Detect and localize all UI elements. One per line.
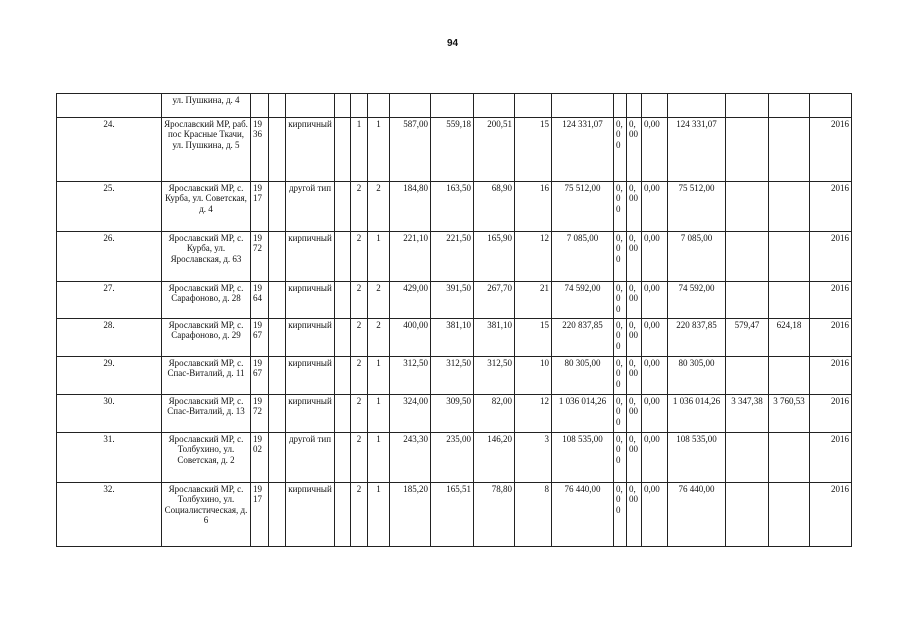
cell-year-built: 1917 <box>251 483 269 547</box>
cell-zero-2: 0,00 <box>627 357 642 395</box>
cell-zero-3: 0,00 <box>642 395 668 433</box>
cell-entrances: 1 <box>368 433 390 483</box>
cell-residents: 15 <box>515 118 552 182</box>
cell-empty <box>335 232 351 282</box>
cell-wall-material: кирпичный <box>286 319 335 357</box>
cell-area-other <box>474 94 515 118</box>
cell-zero-3: 0,00 <box>642 433 668 483</box>
cell-area-total: 243,30 <box>390 433 431 483</box>
cell-zero-1: 0,00 <box>614 319 627 357</box>
cell-zero-2: 0,00 <box>627 118 642 182</box>
cell-extra-1 <box>726 483 769 547</box>
cell-floors: 2 <box>351 182 368 232</box>
cell-area-total: 184,80 <box>390 182 431 232</box>
cell-year-built: 1967 <box>251 319 269 357</box>
table-row <box>57 94 852 118</box>
cell-empty <box>269 94 286 118</box>
cell-plan-year: 2016 <box>810 319 852 357</box>
cell-area-living: 309,50 <box>431 395 474 433</box>
cell-residents <box>515 94 552 118</box>
cell-total: 124 331,07 <box>668 118 726 182</box>
cell-year-built: 1964 <box>251 282 269 319</box>
cell-empty <box>269 232 286 282</box>
cell-address: Ярославский МР, с. Толбухино, ул. Советская, д. 2 <box>162 433 251 483</box>
cell-zero-2 <box>627 94 642 118</box>
cell-area-other: 146,20 <box>474 433 515 483</box>
cell-number <box>57 94 162 118</box>
cell-extra-2: 624,18 <box>769 319 810 357</box>
table-row <box>57 433 852 483</box>
cell-year-built <box>251 94 269 118</box>
cell-area-other: 78,80 <box>474 483 515 547</box>
cell-area-total: 324,00 <box>390 395 431 433</box>
cell-wall-material: кирпичный <box>286 357 335 395</box>
cell-empty <box>269 357 286 395</box>
cell-empty <box>269 483 286 547</box>
cell-cost <box>552 94 614 118</box>
cell-extra-1 <box>726 94 769 118</box>
cell-total: 75 512,00 <box>668 182 726 232</box>
cell-zero-3: 0,00 <box>642 282 668 319</box>
cell-address: Ярославский МР, с. Сарафоново, д. 28 <box>162 282 251 319</box>
cell-cost: 220 837,85 <box>552 319 614 357</box>
page-number: 94 <box>446 38 459 49</box>
cell-area-living: 391,50 <box>431 282 474 319</box>
table-row <box>57 483 852 547</box>
cell-plan-year: 2016 <box>810 483 852 547</box>
cell-zero-2: 0,00 <box>627 182 642 232</box>
cell-zero-3: 0,00 <box>642 182 668 232</box>
cell-area-living: 163,50 <box>431 182 474 232</box>
cell-residents: 8 <box>515 483 552 547</box>
cell-cost: 7 085,00 <box>552 232 614 282</box>
cell-plan-year: 2016 <box>810 395 852 433</box>
cell-cost: 80 305,00 <box>552 357 614 395</box>
cell-address: Ярославский МР, с. Спас-Виталий, д. 13 <box>162 395 251 433</box>
cell-extra-2 <box>769 357 810 395</box>
cell-cost: 124 331,07 <box>552 118 614 182</box>
cell-cost: 75 512,00 <box>552 182 614 232</box>
cell-entrances: 1 <box>368 118 390 182</box>
cell-residents: 21 <box>515 282 552 319</box>
cell-empty <box>335 319 351 357</box>
cell-total: 108 535,00 <box>668 433 726 483</box>
cell-plan-year: 2016 <box>810 282 852 319</box>
cell-zero-2: 0,00 <box>627 282 642 319</box>
cell-area-total: 587,00 <box>390 118 431 182</box>
cell-entrances: 1 <box>368 395 390 433</box>
cell-extra-1 <box>726 118 769 182</box>
cell-zero-1: 0,00 <box>614 395 627 433</box>
cell-extra-2 <box>769 232 810 282</box>
cell-total: 76 440,00 <box>668 483 726 547</box>
cell-wall-material <box>286 94 335 118</box>
cell-address: ул. Пушкина, д. 4 <box>162 94 251 118</box>
cell-area-other: 312,50 <box>474 357 515 395</box>
cell-zero-2: 0,00 <box>627 395 642 433</box>
cell-total: 220 837,85 <box>668 319 726 357</box>
cell-year-built: 1972 <box>251 232 269 282</box>
cell-empty <box>335 395 351 433</box>
cell-entrances: 2 <box>368 319 390 357</box>
cell-wall-material: кирпичный <box>286 232 335 282</box>
cell-wall-material: кирпичный <box>286 395 335 433</box>
cell-plan-year: 2016 <box>810 118 852 182</box>
cell-floors: 2 <box>351 319 368 357</box>
cell-empty <box>335 94 351 118</box>
cell-wall-material: другой тип <box>286 182 335 232</box>
cell-total: 74 592,00 <box>668 282 726 319</box>
cell-extra-1: 579,47 <box>726 319 769 357</box>
cell-zero-3: 0,00 <box>642 319 668 357</box>
cell-zero-1: 0,00 <box>614 182 627 232</box>
cell-entrances: 1 <box>368 357 390 395</box>
cell-zero-2: 0,00 <box>627 319 642 357</box>
cell-residents: 12 <box>515 395 552 433</box>
cell-area-total <box>390 94 431 118</box>
cell-zero-3: 0,00 <box>642 483 668 547</box>
cell-floors: 2 <box>351 232 368 282</box>
cell-floors: 2 <box>351 395 368 433</box>
cell-cost: 108 535,00 <box>552 433 614 483</box>
cell-zero-2: 0,00 <box>627 232 642 282</box>
cell-floors: 2 <box>351 483 368 547</box>
cell-extra-2 <box>769 94 810 118</box>
cell-zero-2: 0,00 <box>627 433 642 483</box>
cell-empty <box>269 282 286 319</box>
cell-empty <box>335 282 351 319</box>
cell-area-living: 235,00 <box>431 433 474 483</box>
cell-area-living: 559,18 <box>431 118 474 182</box>
table-row <box>57 232 852 282</box>
cell-address: Ярославский МР, с. Курба, ул. Советская, д. 4 <box>162 182 251 232</box>
cell-area-total: 429,00 <box>390 282 431 319</box>
cell-area-living <box>431 94 474 118</box>
cell-number: 27. <box>57 282 162 319</box>
cell-address: Ярославский МР, с. Сарафоново, д. 29 <box>162 319 251 357</box>
cell-extra-2 <box>769 182 810 232</box>
cell-extra-1 <box>726 182 769 232</box>
cell-plan-year: 2016 <box>810 433 852 483</box>
cell-number: 29. <box>57 357 162 395</box>
cell-area-total: 400,00 <box>390 319 431 357</box>
cell-number: 31. <box>57 433 162 483</box>
cell-empty <box>269 319 286 357</box>
cell-empty <box>269 433 286 483</box>
cell-zero-1: 0,00 <box>614 357 627 395</box>
cell-plan-year: 2016 <box>810 357 852 395</box>
cell-area-other: 267,70 <box>474 282 515 319</box>
cell-entrances: 2 <box>368 282 390 319</box>
cell-floors: 2 <box>351 357 368 395</box>
table-row <box>57 182 852 232</box>
cell-year-built: 1917 <box>251 182 269 232</box>
cell-plan-year: 2016 <box>810 232 852 282</box>
cell-number: 26. <box>57 232 162 282</box>
cell-empty <box>269 182 286 232</box>
cell-year-built: 1936 <box>251 118 269 182</box>
cell-address: Ярославский МР, с. Курба, ул. Ярославская, д. 63 <box>162 232 251 282</box>
cell-area-other: 82,00 <box>474 395 515 433</box>
cell-floors <box>351 94 368 118</box>
cell-empty <box>335 483 351 547</box>
cell-empty <box>269 118 286 182</box>
cell-total: 7 085,00 <box>668 232 726 282</box>
cell-zero-3 <box>642 94 668 118</box>
cell-plan-year <box>810 94 852 118</box>
cell-residents: 15 <box>515 319 552 357</box>
table-row <box>57 282 852 319</box>
cell-zero-1: 0,00 <box>614 282 627 319</box>
cell-entrances: 2 <box>368 182 390 232</box>
cell-extra-1 <box>726 357 769 395</box>
cell-floors: 2 <box>351 433 368 483</box>
cell-area-total: 312,50 <box>390 357 431 395</box>
cell-total: 1 036 014,26 <box>668 395 726 433</box>
cell-extra-2 <box>769 282 810 319</box>
cell-zero-3: 0,00 <box>642 118 668 182</box>
cell-zero-1: 0,00 <box>614 433 627 483</box>
cell-empty <box>335 357 351 395</box>
table-body <box>57 94 852 547</box>
cell-number: 30. <box>57 395 162 433</box>
cell-entrances <box>368 94 390 118</box>
cell-area-total: 221,10 <box>390 232 431 282</box>
cell-floors: 1 <box>351 118 368 182</box>
cell-address: Ярославский МР, с. Толбухино, ул. Социалистическая, д. 6 <box>162 483 251 547</box>
cell-cost: 1 036 014,26 <box>552 395 614 433</box>
cell-area-living: 381,10 <box>431 319 474 357</box>
cell-extra-1: 3 347,38 <box>726 395 769 433</box>
cell-entrances: 1 <box>368 483 390 547</box>
cell-wall-material: кирпичный <box>286 483 335 547</box>
cell-zero-1: 0,00 <box>614 118 627 182</box>
cell-number: 24. <box>57 118 162 182</box>
cell-extra-2: 3 760,53 <box>769 395 810 433</box>
cell-zero-1: 0,00 <box>614 232 627 282</box>
cell-wall-material: кирпичный <box>286 118 335 182</box>
cell-zero-3: 0,00 <box>642 232 668 282</box>
cell-year-built: 1967 <box>251 357 269 395</box>
cell-zero-1: 0,00 <box>614 483 627 547</box>
cell-number: 25. <box>57 182 162 232</box>
cell-plan-year: 2016 <box>810 182 852 232</box>
cell-empty <box>269 395 286 433</box>
cell-residents: 16 <box>515 182 552 232</box>
cell-total <box>668 94 726 118</box>
cell-extra-1 <box>726 433 769 483</box>
cell-area-other: 200,51 <box>474 118 515 182</box>
table-row <box>57 395 852 433</box>
cell-area-other: 381,10 <box>474 319 515 357</box>
cell-area-living: 165,51 <box>431 483 474 547</box>
cell-extra-2 <box>769 118 810 182</box>
cell-number: 32. <box>57 483 162 547</box>
cell-area-living: 221,50 <box>431 232 474 282</box>
cell-wall-material: другой тип <box>286 433 335 483</box>
cell-extra-2 <box>769 483 810 547</box>
cell-extra-1 <box>726 232 769 282</box>
table-row <box>57 118 852 182</box>
cell-residents: 3 <box>515 433 552 483</box>
cell-address: Ярославский МР, с. Спас-Виталий, д. 11 <box>162 357 251 395</box>
cell-cost: 74 592,00 <box>552 282 614 319</box>
cell-empty <box>335 118 351 182</box>
cell-entrances: 1 <box>368 232 390 282</box>
cell-area-other: 68,90 <box>474 182 515 232</box>
cell-floors: 2 <box>351 282 368 319</box>
cell-residents: 10 <box>515 357 552 395</box>
table-row <box>57 319 852 357</box>
cell-zero-3: 0,00 <box>642 357 668 395</box>
cell-address: Ярославский МР, раб. пос Красные Ткачи, ул. Пушкина, д. 5 <box>162 118 251 182</box>
cell-area-total: 185,20 <box>390 483 431 547</box>
cell-empty <box>335 433 351 483</box>
cell-extra-1 <box>726 282 769 319</box>
cell-zero-1 <box>614 94 627 118</box>
cell-year-built: 1902 <box>251 433 269 483</box>
cell-year-built: 1972 <box>251 395 269 433</box>
cell-residents: 12 <box>515 232 552 282</box>
cell-extra-2 <box>769 433 810 483</box>
cell-zero-2: 0,00 <box>627 483 642 547</box>
cell-number: 28. <box>57 319 162 357</box>
cell-empty <box>335 182 351 232</box>
cell-cost: 76 440,00 <box>552 483 614 547</box>
cell-total: 80 305,00 <box>668 357 726 395</box>
housing-register-table <box>56 93 852 547</box>
table-row <box>57 357 852 395</box>
cell-area-living: 312,50 <box>431 357 474 395</box>
cell-wall-material: кирпичный <box>286 282 335 319</box>
cell-area-other: 165,90 <box>474 232 515 282</box>
